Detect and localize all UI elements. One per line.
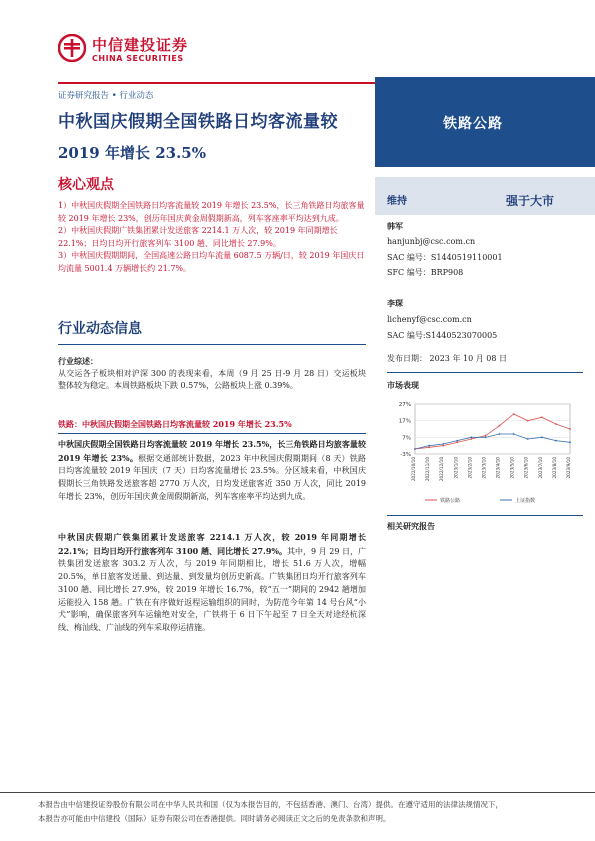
p2-bold: 中秋国庆假期广铁集团累计发送旅客 2214.1 万人次，较 2019 年同期增长 22.1%；日均日均开行旅客列车 3100 趟、同比增长 27.9%。 <box>58 532 366 556</box>
y-tick-label: 27% <box>398 402 411 408</box>
footer-line2: 本报告亦可能由中信建投（国际）证券有限公司在香港提供。同时请务必阅读正文之后的免责条款和声明。 <box>38 814 391 823</box>
logo-en: CHINA SECURITIES <box>92 54 184 63</box>
publish-date: 发布日期： 2023 年 10 月 08 日 <box>387 354 507 363</box>
data-point <box>541 436 543 438</box>
x-tick-label: 2023/2/10 <box>467 457 473 479</box>
footer-line <box>0 792 595 793</box>
data-point <box>485 435 487 437</box>
data-point <box>485 436 487 438</box>
analyst1-email[interactable]: hanjunbj@csc.com.cn <box>387 237 476 246</box>
overview-text: 从交运各子板块相对沪深 300 的表现来看，本周（9 月 25 日-9 月 28 日）交运板块整体较为稳定。本周铁路板块下跌 0.57%，公路板块上涨 0.39%。 <box>58 368 366 391</box>
data-point <box>456 441 458 443</box>
industry-banner <box>375 77 595 167</box>
core-heading: 核心观点 <box>58 177 114 193</box>
series-line-0 <box>415 414 570 449</box>
sidebar-divider <box>387 372 583 373</box>
header-red-line <box>58 82 375 84</box>
x-tick-label: 2023/8/10 <box>551 457 557 479</box>
analyst1-sac: SAC 编号：S1440519110001 <box>387 253 503 262</box>
p1-text: 根据交通部统计数据，2023 年中秋国庆假期期间（8 天）铁路日均客流量较 2019 年国庆（7 天）日均客流量增长 23.5%。分区域来看，中秋国庆假期长三角铁路发送旅客超 2770 万人次，日均发送旅客近 350 万人次，同比 2019 年增长 23%，创历年国庆黄金周假期新高，列车客座率平均达到九成。 <box>58 453 366 501</box>
data-point <box>470 436 472 438</box>
data-point <box>569 428 571 430</box>
x-tick-label: 2023/4/10 <box>495 457 501 479</box>
core-item: 1）中秋国庆假期全国铁路日均客流量较 2019 年增长 23.5%，长三角铁路日均旅客量较 2019 年增长 23%，创历年国庆黄金周假期新高，列车客座率平均达到九成。 <box>58 201 365 223</box>
market-title: 市场表现 <box>387 381 419 390</box>
data-point <box>499 425 501 427</box>
legend-label: 铁路公路 <box>440 498 461 504</box>
sidebar-divider-2 <box>387 515 583 516</box>
x-tick-label: 2023/7/10 <box>537 457 543 479</box>
series-line-1 <box>415 434 570 449</box>
data-point <box>513 413 515 415</box>
analyst2-name: 李琛 <box>387 299 403 308</box>
data-point <box>555 423 557 425</box>
y-tick-label: -3% <box>400 452 411 458</box>
logo-cn: 中信建投证券 <box>92 36 189 54</box>
x-tick-label: 2023/6/10 <box>523 457 529 479</box>
overview-title: 行业综述： <box>58 356 98 366</box>
market-chart-svg <box>375 396 585 511</box>
logo-mark-icon <box>58 34 86 62</box>
data-point <box>527 420 529 422</box>
section-divider <box>58 344 366 345</box>
footer-disclaimer <box>38 798 558 826</box>
analyst2-email[interactable]: lichenyf@csc.com.cn <box>387 315 472 324</box>
y-tick-label: 17% <box>398 418 411 425</box>
core-list <box>58 200 366 275</box>
x-tick-label: 2022/11/10 <box>425 457 431 482</box>
data-point <box>414 448 416 450</box>
data-point <box>513 433 515 435</box>
x-tick-label: 2023/1/10 <box>453 457 459 479</box>
data-point <box>527 438 529 440</box>
report-title-line1: 中秋国庆假期全国铁路日均客流量较 <box>58 112 338 132</box>
overview-block <box>58 355 366 393</box>
data-point <box>569 441 571 443</box>
x-tick-label: 2023/5/10 <box>509 457 515 479</box>
data-point <box>499 433 501 435</box>
related-title: 相关研究报告 <box>387 522 435 531</box>
report-title-line2: 2019 年增长 23.5% <box>58 144 206 162</box>
analyst1-sfc: SFC 编号：BRP908 <box>387 268 464 277</box>
data-point <box>470 438 472 440</box>
data-point <box>555 440 557 442</box>
market-chart <box>375 396 585 506</box>
p2-text: 其中，9 月 29 日，广铁集团发送旅客 303.2 万人次，与 2019 年同期相比，增长 51.6 万人次，增幅 20.5%，单日旅客发送量、到达量、到发量均创历史新高。广铁集团日均开行旅客列车 3100 趟、同比增长 27.9%，较 2019 年增长 16.7%，较“五一”期间的 2942 趟增加运能投入 158 趟。广铁在有序做好返程运输组织的同时，为防范今年第 14 号台风“小犬”影响，确保旅客列车运输绝对安全，广铁将于 6 日下午起至 7 日全天对途经杭深线、梅汕线、广汕线的列车采取停运措施。 <box>58 546 366 632</box>
industry-heading: 行业动态信息 <box>58 321 142 337</box>
analyst1-name: 韩军 <box>387 222 403 231</box>
data-point <box>428 445 430 447</box>
core-item: 2）中秋国庆假期广铁集团累计发送旅客 2214.1 万人次，较 2019 年同期增长 22.1%；日均日均开行旅客列车 3100 趟、同比增长 27.9%。 <box>58 226 338 248</box>
legend-label: 上证指数 <box>515 498 536 504</box>
y-tick-label: 7% <box>402 435 411 442</box>
analyst2-sac: SAC 编号:S1440523070005 <box>387 331 498 340</box>
rating-action: 维持 <box>387 196 407 207</box>
rating-value: 强于大市 <box>506 194 555 208</box>
rail-heading-block <box>58 418 366 431</box>
data-point <box>541 416 543 418</box>
paragraph-2 <box>58 531 366 635</box>
breadcrumb: 证券研究报告 • 行业动态 <box>58 91 154 101</box>
data-point <box>428 446 430 448</box>
data-point <box>442 445 444 447</box>
data-point <box>442 443 444 445</box>
rating-header <box>375 177 595 215</box>
rail-divider <box>58 433 366 434</box>
rail-heading: 铁路：中秋国庆假期全国铁路日均客流量较 2019 年增长 23.5% <box>58 419 292 429</box>
industry-label: 铁路公路 <box>443 116 503 132</box>
x-tick-label: 2022/12/10 <box>439 457 445 482</box>
core-item: 3）中秋国庆假期期间，全国高速公路日均车流量 6087.5 万辆/日，较 2019 年国庆日均流量 5001.4 万辆增长约 21.7%。 <box>58 251 365 273</box>
paragraph-1 <box>58 438 366 504</box>
x-tick-label: 2023/3/10 <box>481 457 487 479</box>
p1-bold: 中秋国庆假期全国铁路日均客流量较 2019 年增长 23.5%，长三角铁路日均旅客量较 2019 年增长 23%。 <box>58 439 366 463</box>
data-point <box>456 440 458 442</box>
x-tick-label: 2022/10/10 <box>411 457 416 482</box>
company-logo <box>58 32 218 68</box>
footer-line1: 本报告由中信建投证券股份有限公司在中华人民共和国（仅为本报告目的，不包括香港、澳门、台湾）提供。在遵守适用的法律法规情况下， <box>38 800 503 809</box>
x-tick-label: 2023/9/10 <box>566 457 571 479</box>
